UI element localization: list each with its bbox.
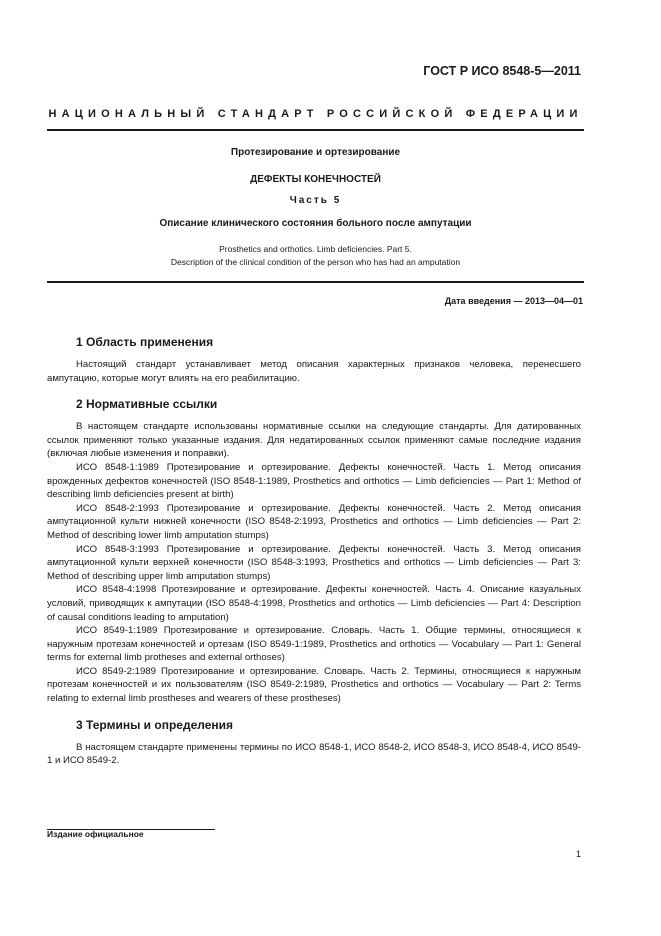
section-body-references [47,420,581,705]
effective-date: Дата введения — 2013—04—01 [444,296,583,306]
reference-item: ИСО 8548-1:1989 Протезирование и ортезирование. Дефекты конечностей. Часть 1. Метод описания врожденных дефектов конечностей (ISO 8548-1:1989, Prosthetics and orthotics — Limb deficiencies — Part 1: Method of describing limb deficiencies present at birth) [47,461,581,501]
section-body-terms [47,741,581,768]
reference-item: ИСО 8548-2:1993 Протезирование и ортезирование. Дефекты конечностей. Часть 2. Метод описания ампутационной культи нижней конечности (ISO 8548-2:1993, Prosthetics and orthotics — Limb deficiencies — Part 2: Method of describing lower limb amputation stumps) [47,502,581,541]
reference-item: ИСО 8549-2:1989 Протезирование и ортезирование. Словарь. Часть 2. Термины, относящиеся к наружным протезам конечностей и их пользователям (ISO 8549-2:1989, Prosthetics and orthotics — Vocabulary — Part 2: Terms relating to external limb prostheses and wearers of these prostheses) [47,665,581,705]
english-title [47,243,584,269]
section-heading-references: 2 Нормативные ссылки [76,397,218,412]
section-body-scope [47,358,581,385]
part-label: Часть 5 [289,195,342,206]
title-rule [47,281,584,283]
section-heading-scope: 1 Область применения [76,335,214,349]
national-standard-banner: НАЦИОНАЛЬНЫЙ СТАНДАРТ РОССИЙСКОЙ ФЕДЕРАЦИИ [48,108,583,120]
english-title-line-1: Prosthetics and orthotics. Limb deficiencies. Part 5. [219,244,412,254]
reference-item: ИСО 8548-3:1993 Протезирование и ортезирование. Дефекты конечностей. Часть 3. Метод описания ампутационной культи верхней конечности (ISO 8548-3:1993, Prosthetics and orthotics — Limb deficiencies — Part 3: Method of describing upper limb amputation stumps) [47,543,581,582]
document-subtitle: Описание клинического состояния больного после ампутации [159,218,472,229]
reference-item: ИСО 8549-1:1989 Протезирование и ортезирование. Словарь. Часть 1. Общие термины, относящиеся к наружным протезам конечностей и ортезам (ISO 8549-1:1989, Prosthetics and orthotics — Vocabulary — Part 1: General terms for external limb protheses and external orthoses) [47,625,581,664]
top-rule [47,129,584,131]
paragraph: Настоящий стандарт устанавливает метод описания характерных признаков человека, перенесшего ампутацию, которые могут влиять на его реабилитацию. [47,359,581,384]
reference-item: ИСО 8548-4:1998 Протезирование и ортезирование. Дефекты конечностей. Часть 4. Описание казуальных условий, приводящих к ампутации (ISO 8548-4:1998, Prosthetics and orthotics — Limb deficiencies — Part 4: Description of causal conditions leading to amputation) [47,584,581,623]
page-number: 1 [575,849,581,859]
section-heading-terms: 3 Термины и определения [76,717,234,732]
document-number: ГОСТ Р ИСО 8548-5—2011 [423,64,581,78]
paragraph: В настоящем стандарте использованы нормативные ссылки на следующие стандарты. Для датированных ссылок применяют только указанные издания. Для недатированных ссылок применяют самые последние издания (включая любые изменения и поправки). [47,421,581,460]
document-title: ДЕФЕКТЫ КОНЕЧНОСТЕЙ [250,174,381,185]
english-title-line-2: Description of the clinical condition of the person who has had an amputation [170,257,461,267]
edition-label: Издание официальное [47,829,144,839]
main-content [47,335,581,768]
subject-line: Протезирование и ортезирование [230,147,401,158]
paragraph: В настоящем стандарте применены термины по ИСО 8548-1, ИСО 8548-2, ИСО 8548-3, ИСО 8548-4, ИСО 8549-1 и ИСО 8549-2. [47,741,581,767]
